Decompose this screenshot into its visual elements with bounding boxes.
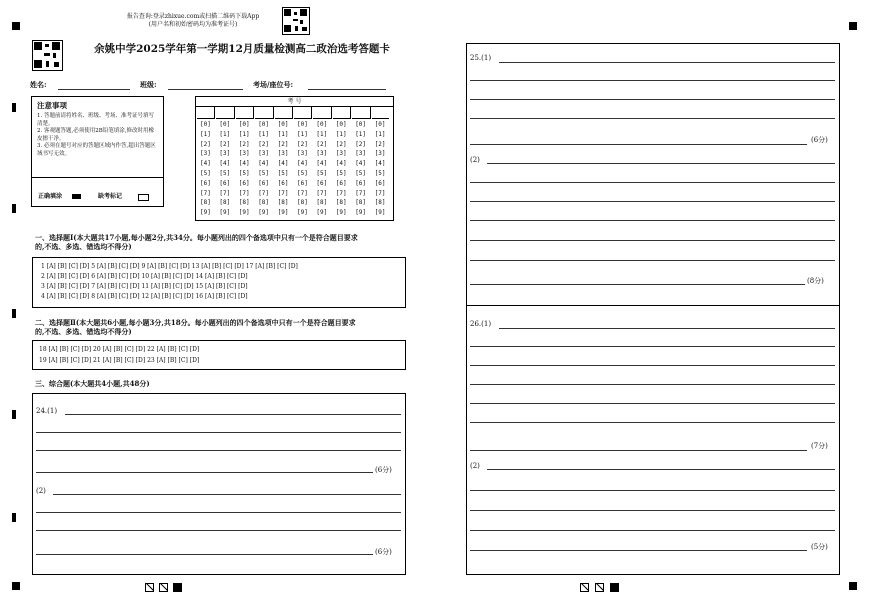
- exam-digit-bubble[interactable]: [0]: [200, 121, 211, 128]
- exam-digit-bubble[interactable]: [3]: [277, 150, 289, 158]
- section1-title-line1: 一、选择题Ⅰ(本大题共17小题,每小题2分,共34分。每小题列出的四个备选项中只有一个是符合题目要求: [35, 233, 358, 242]
- exam-digit-bubble[interactable]: [7]: [238, 189, 250, 197]
- answer-line[interactable]: [470, 80, 835, 81]
- exam-digit-bubble[interactable]: [3]: [297, 150, 308, 158]
- notes-box: [31, 96, 164, 207]
- exam-digit-bubble[interactable]: [3]: [355, 150, 367, 158]
- exam-digit-bubble[interactable]: [5]: [277, 170, 289, 177]
- exam-digit-bubble[interactable]: [5]: [297, 170, 308, 177]
- exam-digit-bubble[interactable]: [4]: [219, 160, 231, 168]
- q25-score-2: (8分): [807, 277, 824, 285]
- q26-answer-box: [466, 305, 840, 575]
- exam-digit-bubble[interactable]: [7]: [335, 189, 347, 197]
- exam-digit-bubble[interactable]: [9]: [374, 209, 386, 217]
- notes-list: [37, 113, 159, 158]
- exam-number-write-box[interactable]: [333, 107, 351, 119]
- exam-number-write-box[interactable]: [197, 107, 215, 119]
- answer-line[interactable]: [36, 450, 401, 451]
- exam-digit-bubble[interactable]: [0]: [316, 121, 328, 128]
- q24-score-1: (6分): [375, 466, 392, 474]
- exam-digit-bubble[interactable]: [1]: [335, 130, 347, 138]
- exam-digit-bubble[interactable]: [2]: [335, 140, 347, 148]
- exam-digit-bubble[interactable]: [1]: [297, 130, 308, 138]
- q25-label: 25.(1): [470, 54, 492, 62]
- exam-digit-bubble[interactable]: [0]: [238, 121, 250, 128]
- answer-line[interactable]: [470, 284, 805, 285]
- exam-digit-bubble[interactable]: [3]: [335, 150, 347, 158]
- exam-digit-bubble[interactable]: [0]: [258, 121, 270, 128]
- timing-mark: [12, 103, 16, 112]
- exam-digit-bubble[interactable]: [7]: [355, 189, 367, 197]
- page-id-mark-icon: [610, 583, 619, 592]
- section1-title-line2: 的,不选、多选、错选均不得分): [35, 242, 132, 251]
- exam-digit-bubble[interactable]: [7]: [200, 189, 211, 197]
- answer-line[interactable]: [470, 201, 835, 202]
- page-title: 余姚中学2025学年第一学期12月质量检测高二政治选考答题卡: [94, 43, 390, 55]
- exam-digit-bubble[interactable]: [3]: [200, 150, 211, 158]
- q26-score-2: (5分): [811, 543, 828, 551]
- page-id-mark-icon: [173, 583, 182, 592]
- exam-digit-bubble[interactable]: [5]: [335, 170, 347, 177]
- exam-digit-bubble[interactable]: [0]: [355, 121, 367, 128]
- answer-line[interactable]: [53, 494, 401, 495]
- q25-answer-box: [466, 43, 840, 306]
- exam-digit-bubble[interactable]: [6]: [355, 179, 367, 187]
- exam-digit-bubble[interactable]: [4]: [277, 160, 289, 168]
- answer-line[interactable]: [470, 384, 835, 385]
- exam-digit-bubble[interactable]: [5]: [316, 170, 328, 177]
- exam-digit-bubble[interactable]: [9]: [200, 209, 211, 217]
- exam-digit-bubble[interactable]: [5]: [355, 170, 367, 177]
- exam-digit-bubble[interactable]: [5]: [238, 170, 250, 177]
- exam-digit-bubble[interactable]: [4]: [200, 160, 211, 168]
- exam-digit-bubble[interactable]: [9]: [355, 209, 367, 217]
- exam-digit-bubble[interactable]: [4]: [335, 160, 347, 168]
- exam-number-write-box[interactable]: [236, 107, 254, 119]
- exam-digit-bubble[interactable]: [8]: [277, 199, 289, 207]
- mc-row[interactable]: 19 [A] [B] [C] [D] 21 [A] [B] [C] [D] 23 [A] [B] [C] [D]: [39, 357, 200, 364]
- exam-digit-bubble[interactable]: [6]: [258, 179, 270, 187]
- exam-digit-bubble[interactable]: [4]: [355, 160, 367, 168]
- answer-line[interactable]: [470, 118, 835, 119]
- answer-line[interactable]: [470, 530, 835, 531]
- answer-line[interactable]: [470, 510, 835, 511]
- corner-mark-br: [849, 582, 857, 590]
- class-field[interactable]: [168, 89, 243, 90]
- exam-digit-bubble[interactable]: [7]: [316, 189, 328, 197]
- answer-line[interactable]: [470, 260, 835, 261]
- exam-digit-bubble[interactable]: [1]: [258, 130, 270, 138]
- answer-line[interactable]: [487, 469, 835, 470]
- timing-mark: [12, 204, 16, 213]
- exam-digit-bubble[interactable]: [8]: [219, 199, 231, 207]
- exam-digit-bubble[interactable]: [2]: [374, 140, 386, 148]
- note-item: 2. 客观题答题,必须使用2B铅笔填涂,修改时用橡皮擦干净。: [37, 128, 155, 142]
- absent-label: 缺考标记: [98, 193, 123, 200]
- exam-digit-bubble[interactable]: [9]: [238, 209, 250, 217]
- answer-line[interactable]: [36, 512, 401, 513]
- section2-title-line2: 的,不选、多选、错选均不得分): [35, 327, 132, 336]
- exam-digit-bubble[interactable]: [1]: [374, 130, 386, 138]
- answer-line[interactable]: [470, 403, 835, 404]
- seat-label: 考场/座位号:: [253, 80, 294, 89]
- answer-line[interactable]: [36, 554, 373, 555]
- exam-digit-bubble[interactable]: [8]: [335, 199, 347, 207]
- class-label: 班级:: [140, 80, 157, 89]
- answer-line[interactable]: [470, 422, 835, 423]
- answer-line[interactable]: [499, 328, 835, 329]
- exam-digit-bubble[interactable]: [3]: [374, 150, 386, 158]
- exam-digit-bubble[interactable]: [4]: [374, 160, 386, 168]
- exam-digit-bubble[interactable]: [2]: [316, 140, 328, 148]
- note-item: 1. 答题前请将姓名、班级、考场、准考证号填写清楚。: [37, 113, 154, 127]
- exam-number-write-box[interactable]: [294, 107, 312, 119]
- exam-digit-bubble[interactable]: [4]: [238, 160, 250, 168]
- exam-digit-bubble[interactable]: [3]: [258, 150, 270, 158]
- q24-label: 24.(1): [36, 407, 58, 415]
- answer-line[interactable]: [36, 472, 373, 473]
- q24-answer-box: [32, 393, 406, 575]
- exam-digit-bubble[interactable]: [5]: [258, 170, 270, 177]
- exam-digit-bubble[interactable]: [9]: [277, 209, 289, 217]
- exam-digit-bubble[interactable]: [6]: [297, 179, 308, 187]
- exam-digit-bubble[interactable]: [2]: [219, 140, 231, 148]
- exam-digit-bubble[interactable]: [4]: [316, 160, 328, 168]
- exam-digit-bubble[interactable]: [5]: [374, 170, 386, 177]
- q26-part2-label: (2): [470, 462, 480, 470]
- section2-title: [35, 318, 407, 336]
- exam-digit-bubble[interactable]: [9]: [219, 209, 231, 217]
- section1-title: [35, 233, 407, 251]
- timing-mark: [12, 309, 16, 318]
- exam-digit-bubble[interactable]: [7]: [297, 189, 308, 197]
- answer-line[interactable]: [470, 220, 835, 221]
- exam-digit-bubble[interactable]: [1]: [238, 130, 250, 138]
- answer-line[interactable]: [487, 163, 835, 164]
- exam-digit-bubble[interactable]: [8]: [355, 199, 367, 207]
- section3-title: 三、综合题(本大题共4小题,共48分): [35, 379, 150, 388]
- q25-score-1: (6分): [811, 136, 828, 144]
- exam-digit-bubble[interactable]: [0]: [297, 121, 308, 128]
- exam-digit-bubble[interactable]: [3]: [316, 150, 328, 158]
- exam-digit-bubble[interactable]: [9]: [335, 209, 347, 217]
- mc-row[interactable]: 3 [A] [B] [C] [D] 7 [A] [B] [C] [D] 11 [A] [B] [C] [D] 15 [A] [B] [C] [D]: [41, 283, 248, 290]
- mc-row[interactable]: 1 [A] [B] [C] [D] 5 [A] [B] [C] [D] 9 [A] [B] [C] [D] 13 [A] [B] [C] [D] 17 [A] [B] [C] [D]: [41, 263, 298, 270]
- corner-mark-tr: [849, 22, 857, 30]
- answer-line[interactable]: [470, 346, 835, 347]
- exam-digit-bubble[interactable]: [8]: [238, 199, 250, 207]
- exam-digit-bubble[interactable]: [6]: [335, 179, 347, 187]
- seat-field[interactable]: [308, 89, 386, 90]
- exam-digit-bubble[interactable]: [8]: [200, 199, 211, 207]
- exam-number-write-box[interactable]: [275, 107, 293, 119]
- qr-code-icon: [282, 7, 310, 35]
- exam-digit-bubble[interactable]: [0]: [219, 121, 231, 128]
- exam-digit-bubble[interactable]: [4]: [297, 160, 308, 168]
- report-notice-line2: (用户名和初始密码均为准考证号): [148, 21, 238, 28]
- page-id-box-icon: [159, 583, 168, 592]
- exam-digit-bubble[interactable]: [0]: [277, 121, 289, 128]
- report-notice-line1: 报告查询:登录zhixue.com或扫描二维码下载App: [126, 13, 260, 20]
- page-id-box-icon: [595, 583, 604, 592]
- page-id-box-icon: [580, 583, 589, 592]
- page-id-box-icon: [145, 583, 154, 592]
- exam-digit-bubble[interactable]: [2]: [258, 140, 270, 148]
- exam-number-grid: [195, 96, 394, 221]
- exam-digit-bubble[interactable]: [8]: [258, 199, 270, 207]
- answer-line[interactable]: [470, 490, 835, 491]
- answer-line[interactable]: [470, 182, 835, 183]
- exam-digit-bubble[interactable]: [6]: [374, 179, 386, 187]
- section1-choice-box: [32, 257, 406, 308]
- exam-digit-bubble[interactable]: [2]: [277, 140, 289, 148]
- exam-digit-bubble[interactable]: [5]: [200, 170, 211, 177]
- exam-number-header: 考 号: [196, 97, 393, 107]
- q25-part2-label: (2): [470, 156, 480, 164]
- exam-digit-bubble[interactable]: [7]: [258, 189, 270, 197]
- answer-line[interactable]: [470, 240, 835, 241]
- answer-line[interactable]: [470, 450, 807, 451]
- mc-row[interactable]: 4 [A] [B] [C] [D] 8 [A] [B] [C] [D] 12 [A] [B] [C] [D] 16 [A] [B] [C] [D]: [41, 293, 248, 300]
- report-notice: [118, 13, 268, 29]
- exam-digit-bubble[interactable]: [8]: [297, 199, 308, 207]
- exam-digit-bubble[interactable]: [1]: [316, 130, 328, 138]
- exam-digit-bubble[interactable]: [9]: [297, 209, 308, 217]
- exam-digit-bubble[interactable]: [3]: [219, 150, 231, 158]
- exam-digit-bubble[interactable]: [2]: [297, 140, 308, 148]
- exam-number-write-box[interactable]: [313, 107, 331, 119]
- timing-mark: [12, 410, 16, 419]
- exam-digit-bubble[interactable]: [7]: [277, 189, 289, 197]
- q24-score-2: (6分): [375, 548, 392, 556]
- filled-mark-icon: [72, 194, 81, 199]
- exam-digit-bubble[interactable]: [1]: [355, 130, 367, 138]
- name-label: 姓名:: [30, 80, 47, 89]
- absent-checkbox[interactable]: [138, 194, 149, 201]
- corner-mark-bl: [12, 582, 20, 590]
- exam-digit-bubble[interactable]: [1]: [219, 130, 231, 138]
- answer-line[interactable]: [470, 99, 835, 100]
- name-field[interactable]: [58, 89, 130, 90]
- section2-choice-box: [32, 340, 406, 370]
- exam-digit-bubble[interactable]: [6]: [316, 179, 328, 187]
- answer-line[interactable]: [36, 530, 401, 531]
- exam-digit-bubble[interactable]: [1]: [277, 130, 289, 138]
- q26-label: 26.(1): [470, 320, 492, 328]
- answer-line[interactable]: [470, 144, 807, 145]
- mc-row[interactable]: 2 [A] [B] [C] [D] 6 [A] [B] [C] [D] 10 [A] [B] [C] [D] 14 [A] [B] [C] [D]: [41, 273, 248, 280]
- exam-digit-bubble[interactable]: [1]: [200, 130, 211, 138]
- timing-mark: [12, 513, 16, 522]
- exam-digit-bubble[interactable]: [8]: [374, 199, 386, 207]
- exam-digit-bubble[interactable]: [0]: [335, 121, 347, 128]
- exam-digit-bubble[interactable]: [6]: [200, 179, 211, 187]
- q26-score-1: (7分): [811, 442, 828, 450]
- exam-digit-bubble[interactable]: [6]: [219, 179, 231, 187]
- exam-digit-bubble[interactable]: [9]: [316, 209, 328, 217]
- answer-line[interactable]: [499, 62, 835, 63]
- answer-line[interactable]: [470, 550, 807, 551]
- q24-part2-label: (2): [36, 487, 46, 495]
- exam-digit-bubble[interactable]: [3]: [238, 150, 250, 158]
- correct-fill-label: 正确填涂: [38, 193, 63, 200]
- mc-row[interactable]: 18 [A] [B] [C] [D] 20 [A] [B] [C] [D] 22 [A] [B] [C] [D]: [39, 346, 200, 353]
- exam-digit-bubble[interactable]: [9]: [258, 209, 270, 217]
- corner-mark-tl: [12, 22, 20, 30]
- exam-digit-bubble[interactable]: [2]: [200, 140, 211, 148]
- answer-line[interactable]: [36, 432, 401, 433]
- answer-line[interactable]: [65, 414, 401, 415]
- exam-digit-bubble[interactable]: [7]: [219, 189, 231, 197]
- exam-digit-bubble[interactable]: [4]: [258, 160, 270, 168]
- exam-digit-bubble[interactable]: [7]: [374, 189, 386, 197]
- answer-line[interactable]: [470, 365, 835, 366]
- exam-digit-bubble[interactable]: [2]: [355, 140, 367, 148]
- exam-number-write-box[interactable]: [372, 107, 389, 119]
- exam-number-write-box[interactable]: [352, 107, 370, 119]
- exam-digit-bubble[interactable]: [6]: [277, 179, 289, 187]
- exam-digit-bubble[interactable]: [5]: [219, 170, 231, 177]
- exam-digit-bubble[interactable]: [6]: [238, 179, 250, 187]
- exam-digit-bubble[interactable]: [2]: [238, 140, 250, 148]
- note-item: 3. 必须在题号对应的答题区域内作答,超出答题区域书写无效。: [37, 143, 156, 157]
- student-qr-code-icon: [32, 40, 63, 71]
- exam-number-write-box[interactable]: [255, 107, 273, 119]
- section2-title-line1: 二、选择题Ⅱ(本大题共6小题,每小题3分,共18分。每小题列出的四个备选项中只有一个是符合题目要求: [35, 318, 356, 327]
- exam-number-write-box[interactable]: [216, 107, 234, 119]
- notes-heading: 注意事项: [37, 101, 67, 110]
- exam-digit-bubble[interactable]: [8]: [316, 199, 328, 207]
- exam-digit-bubble[interactable]: [0]: [374, 121, 386, 128]
